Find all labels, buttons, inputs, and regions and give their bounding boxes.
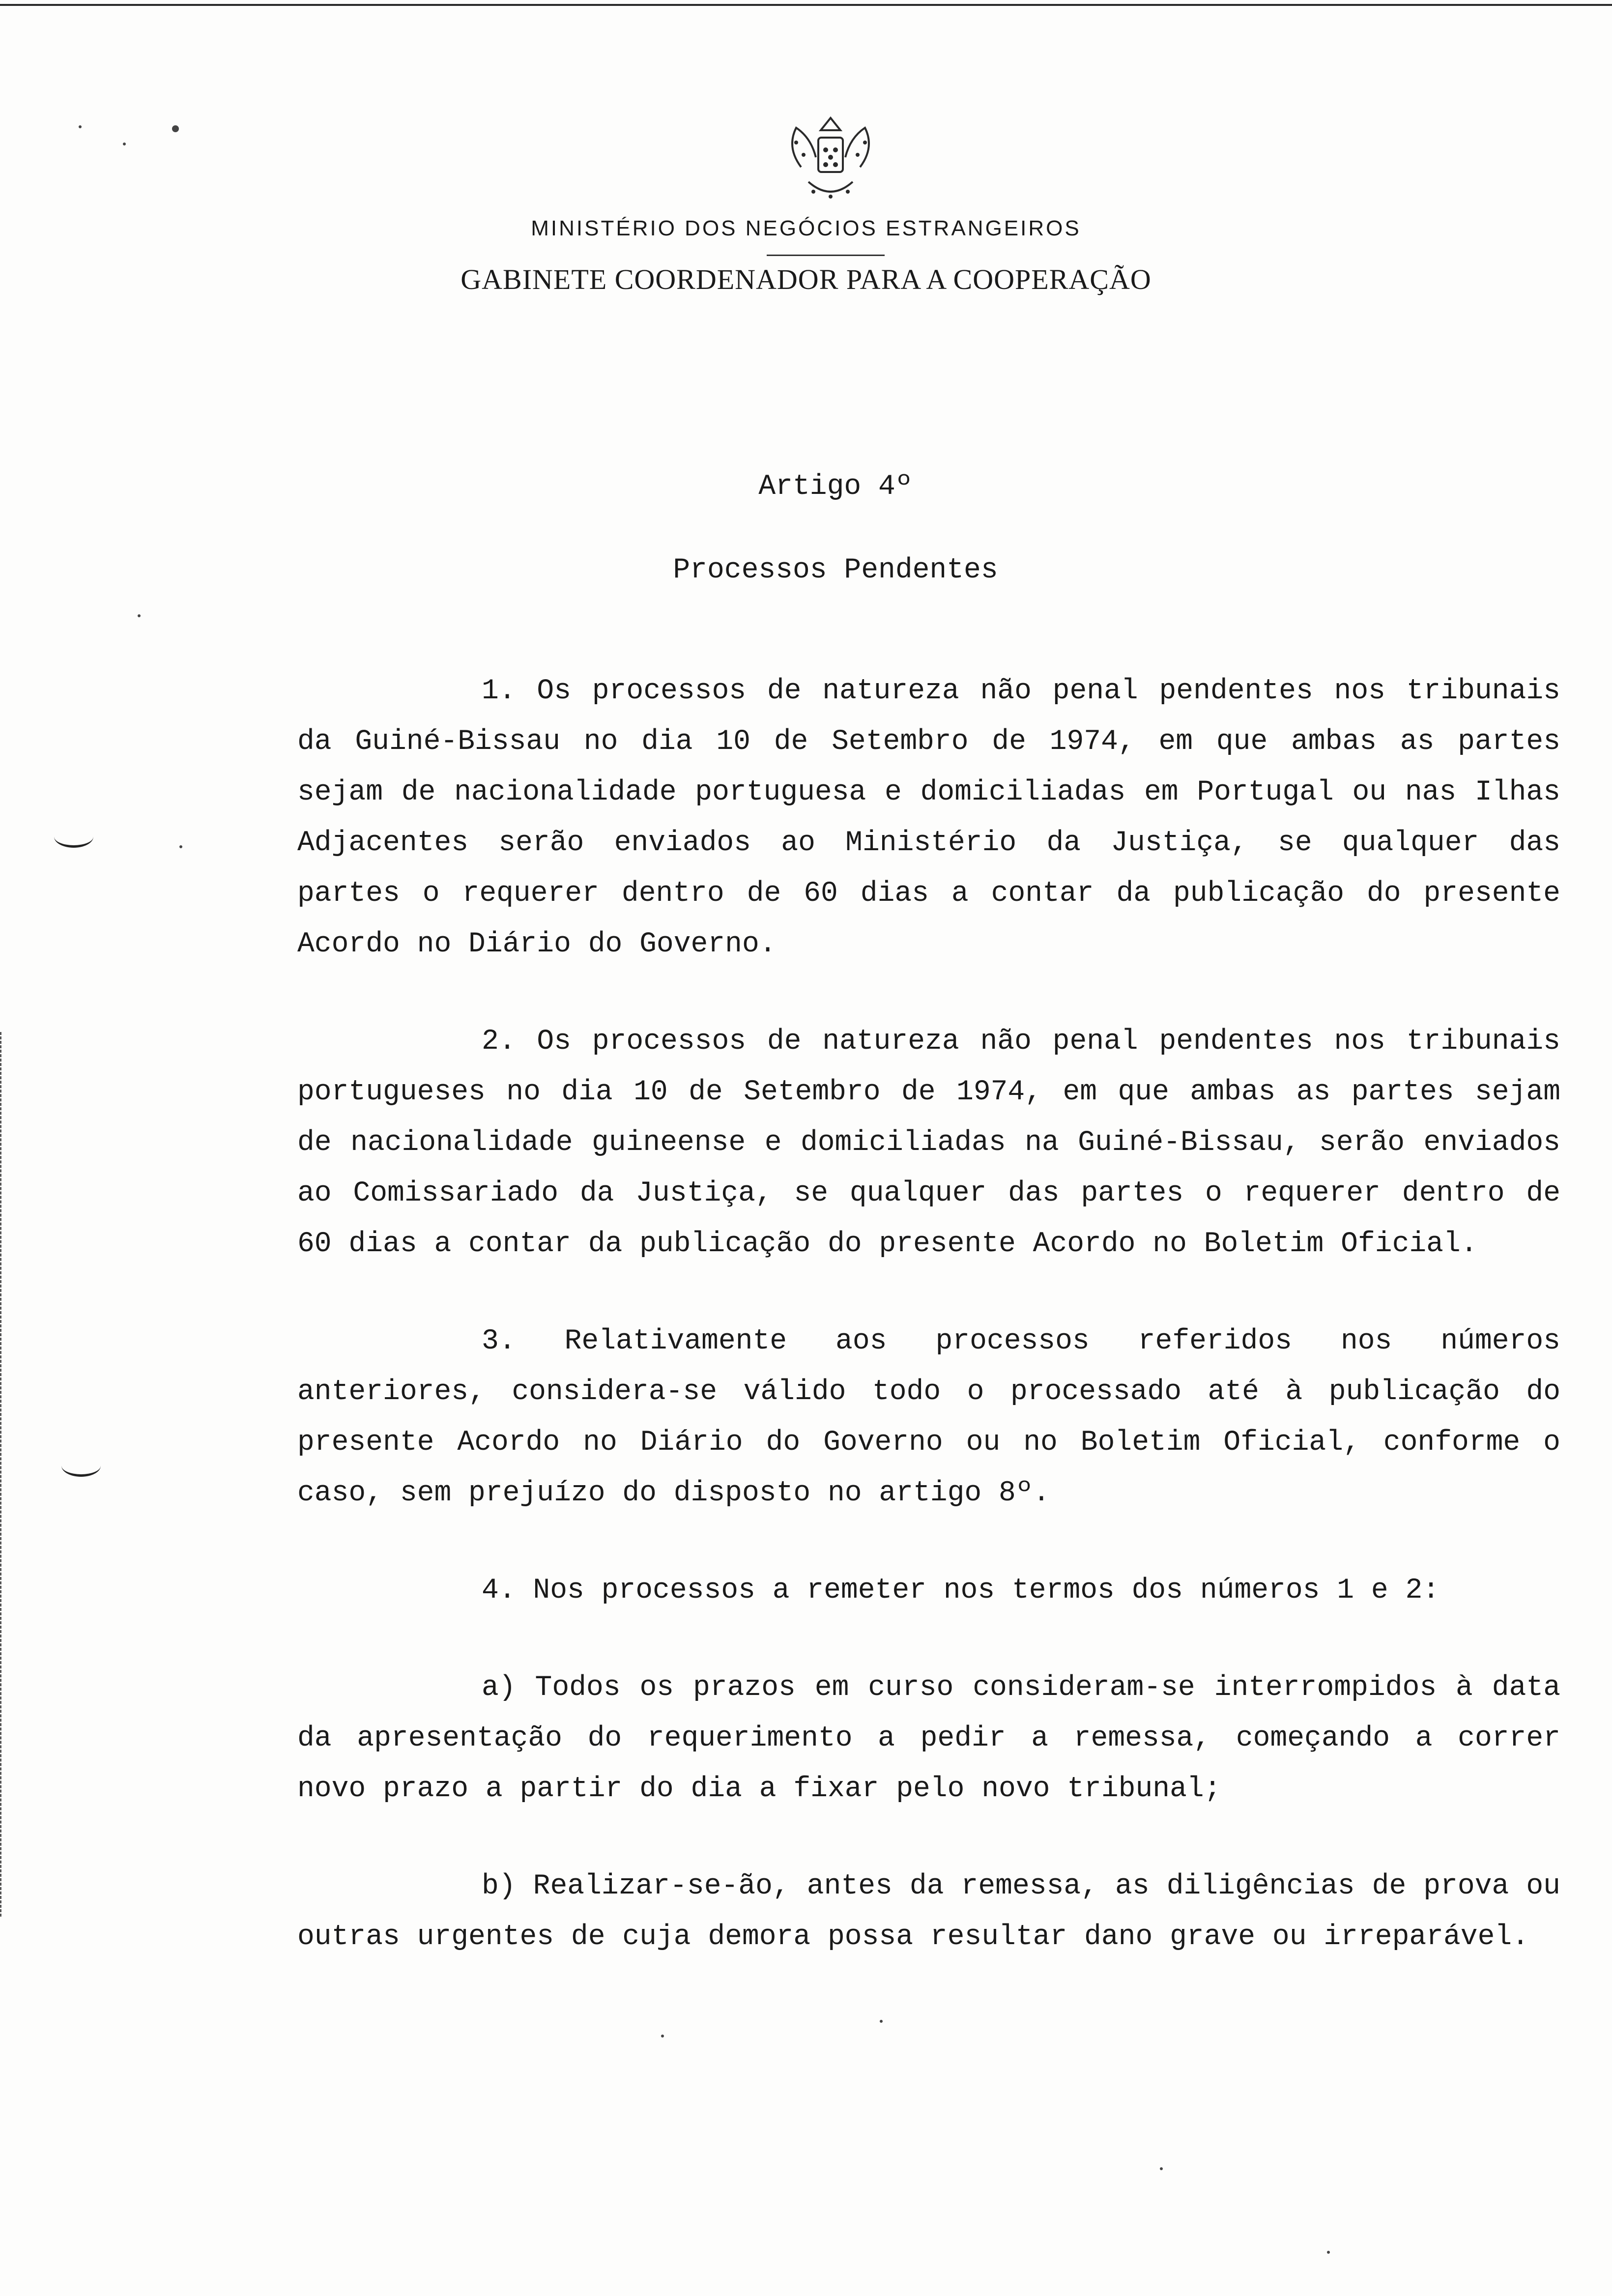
cabinet-name: GABINETE COORDENADOR PARA A COOPERAÇÃO — [461, 263, 1151, 295]
scan-mark — [61, 1455, 101, 1477]
paragraph-4: 4. Nos processos a remeter nos termos dos números 1 e 2: — [482, 1575, 1440, 1607]
scan-edge — [0, 1032, 3, 1917]
coat-of-arms-icon — [767, 108, 894, 211]
scan-mark — [54, 826, 93, 848]
scan-speck — [123, 143, 126, 145]
paragraph-4a: a) Todos os prazos em curso consideram-se interrompidos à data da apresentação do requerimento a pedir a remessa, começando a correr novo prazo a partir do dia a fixar pelo novo tribunal; — [297, 1672, 1560, 1805]
scan-speck — [661, 2035, 664, 2038]
article-body — [297, 666, 1560, 1962]
scan-speck — [172, 125, 179, 132]
scan-speck — [138, 614, 141, 617]
header-divider — [767, 255, 885, 256]
paragraph-2: 2. Os processos de natureza não penal pendentes nos tribunais portugueses no dia 10 de Setembro de 1974, em que ambas as partes sejam de nacionalidade guineense e domiciliadas na Guiné-Bissau, serão enviados ao Comissariado da Justiça, se qualquer das partes o requerer dentro de 60 dias a contar da publicação do presente Acordo no Boletim Oficial. — [297, 1026, 1560, 1260]
scan-speck — [880, 2020, 883, 2023]
article-number: Artigo 4º — [758, 471, 913, 503]
top-edge-rule — [0, 4, 1612, 6]
ministry-name: MINISTÉRIO DOS NEGÓCIOS ESTRANGEIROS — [531, 216, 1081, 240]
scan-speck — [179, 845, 182, 848]
scan-speck — [1327, 2251, 1330, 2254]
paragraph-4b: b) Realizar-se-ão, antes da remessa, as diligências de prova ou outras urgentes de cuja demora possa resultar dano grave ou irreparável. — [297, 1870, 1560, 1953]
scan-speck — [79, 125, 82, 128]
paragraph-3: 3. Relativamente aos processos referidos nos números anteriores, considera-se válido todo o processado até à publicação do presente Acordo no Diário do Governo ou no Boletim Oficial, conforme o caso, sem prejuízo do disposto no artigo 8º. — [297, 1325, 1560, 1509]
paragraph-1: 1. Os processos de natureza não penal pendentes nos tribunais da Guiné-Bissau no dia 10 de Setembro de 1974, em que ambas as partes sejam de nacionalidade portuguesa e domiciliadas em Portugal ou nas Ilhas Adjacentes serão enviados ao Ministério da Justiça, se qualquer das partes o requerer dentro de 60 dias a contar da publicação do presente Acordo no Diário do Governo. — [297, 675, 1560, 960]
article-title: Processos Pendentes — [673, 554, 998, 586]
scan-speck — [1160, 2167, 1163, 2170]
